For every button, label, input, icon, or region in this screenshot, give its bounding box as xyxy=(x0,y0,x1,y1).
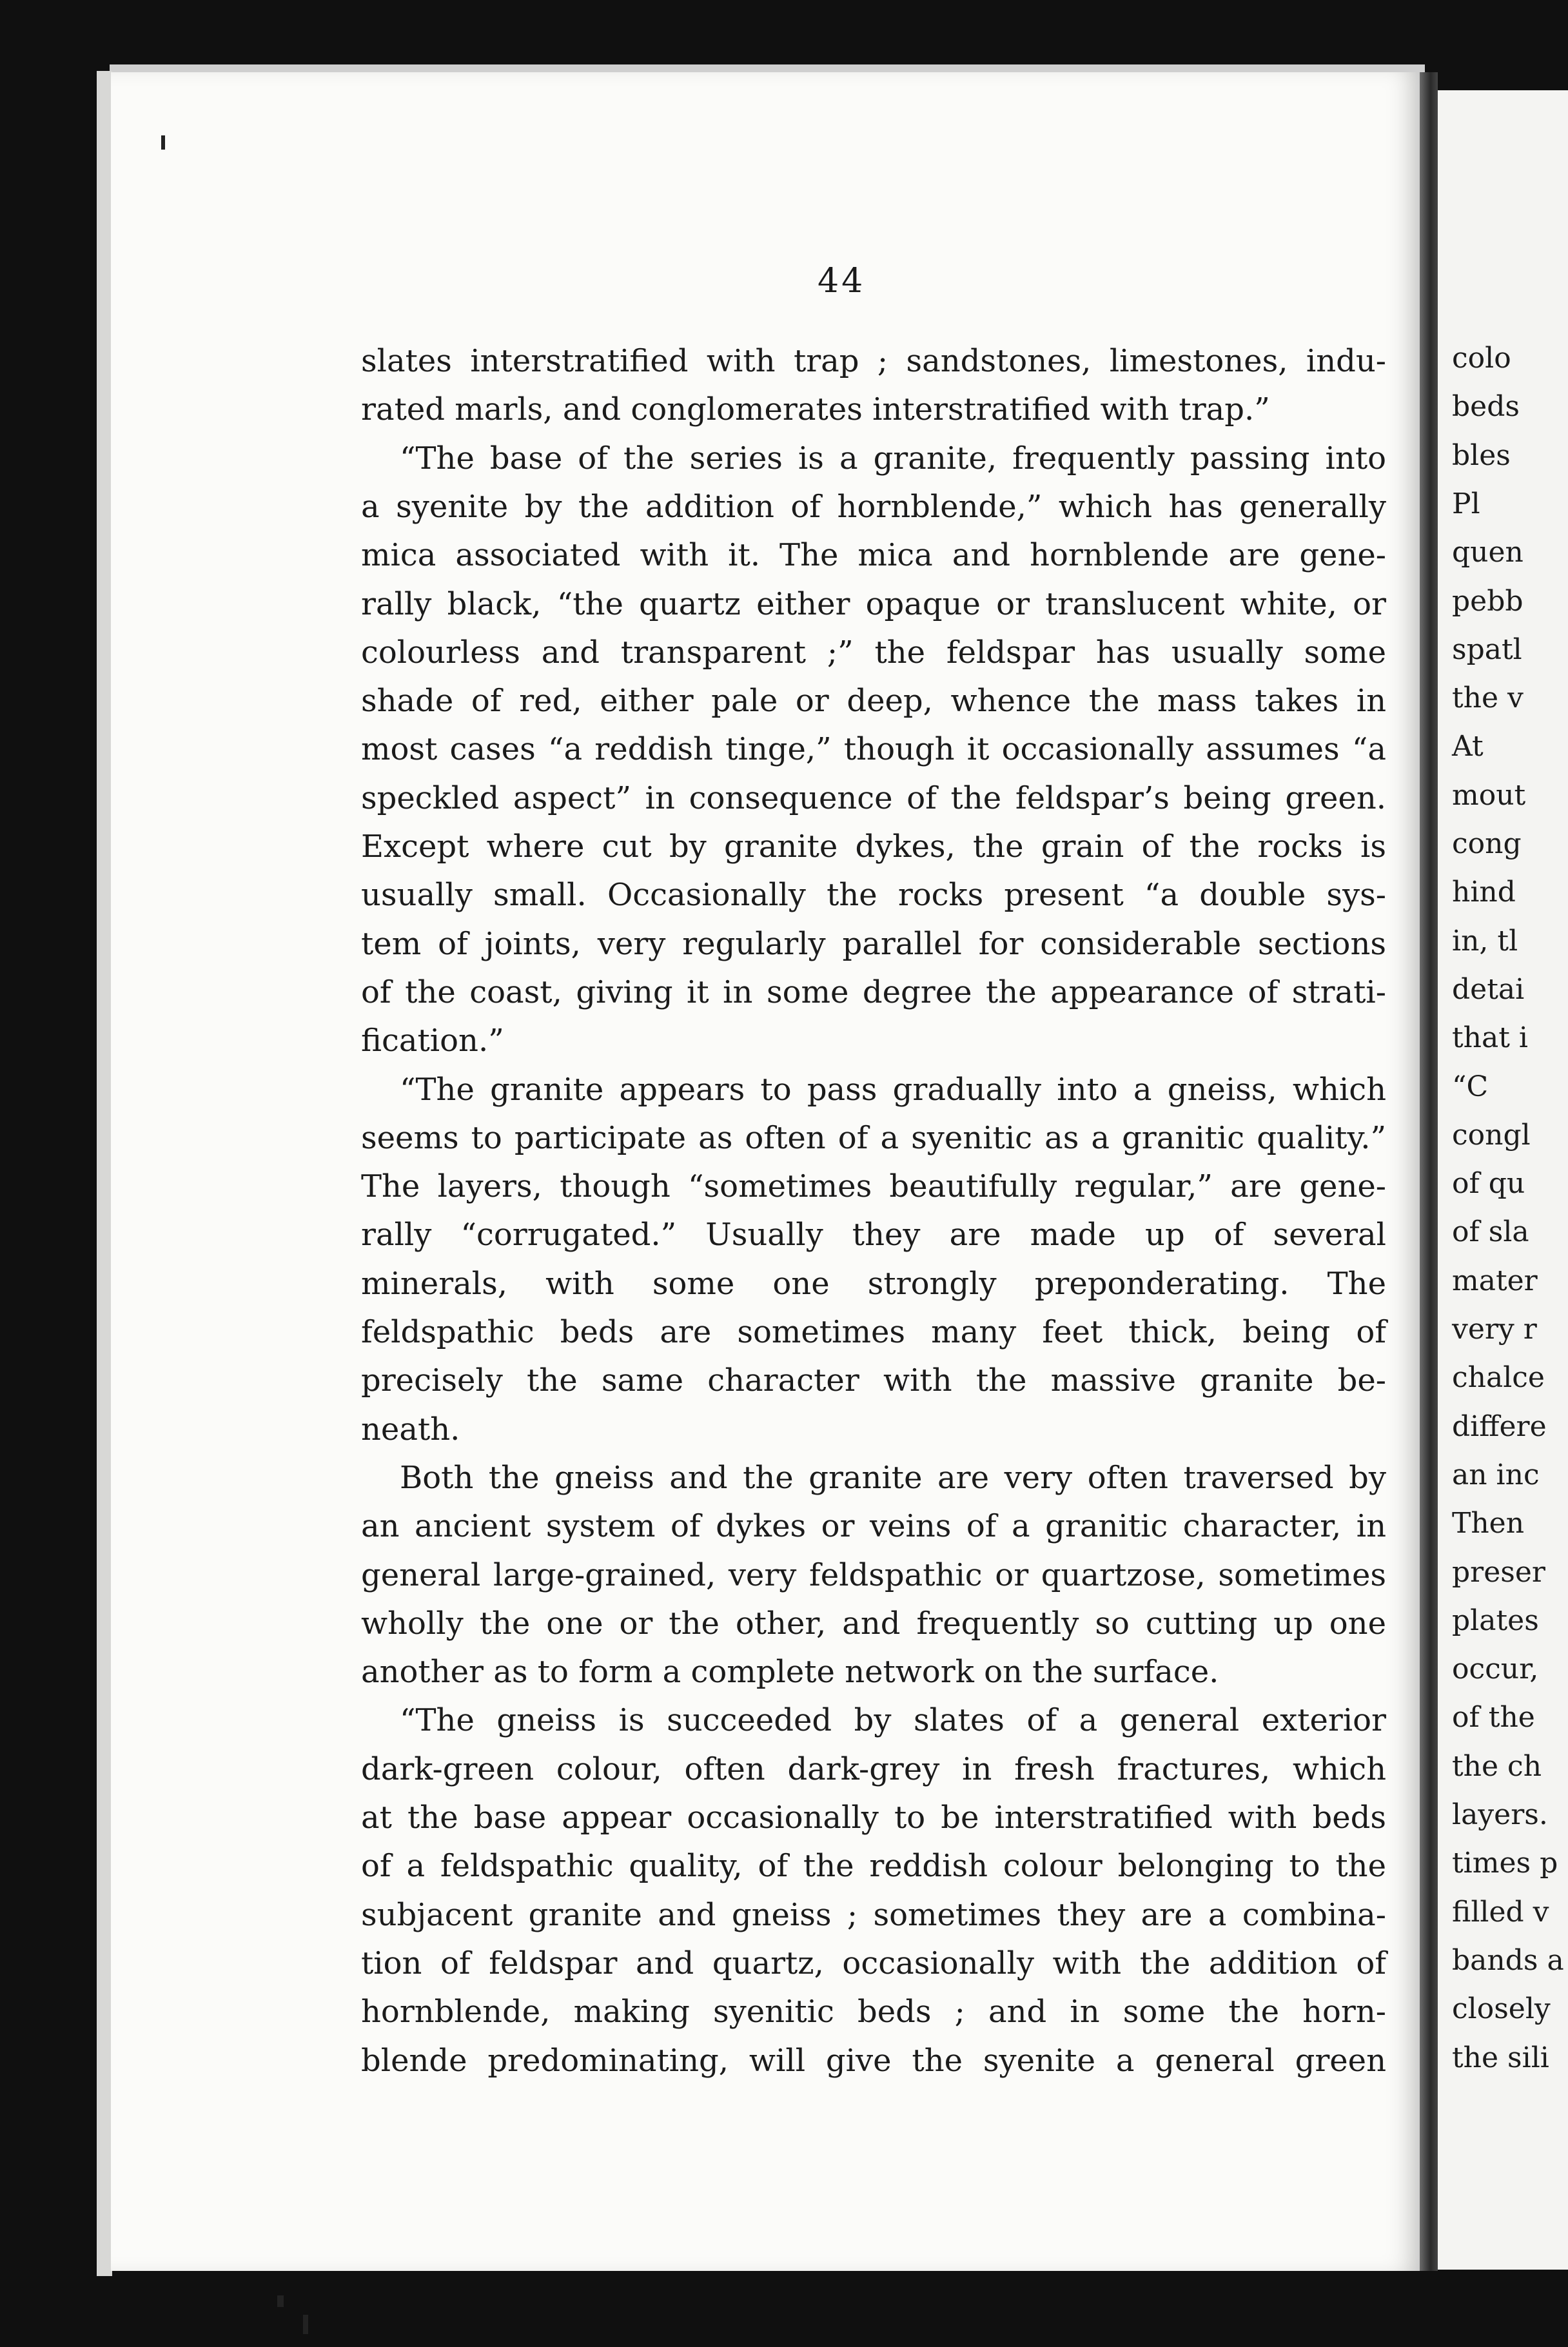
text-line: seems to participate as often of a syenitic as a granitic quality.” xyxy=(361,1119,1386,1156)
facing-text-line: very r xyxy=(1452,1313,1537,1346)
facing-text-line: the sili xyxy=(1452,2041,1549,2074)
facing-text-line: chalce xyxy=(1452,1361,1545,1395)
facing-text-line: detai xyxy=(1452,972,1525,1006)
text-line: The layers, though “sometimes beautifully regular,” are gene- xyxy=(361,1168,1386,1205)
facing-text-line: of qu xyxy=(1452,1167,1525,1201)
facing-text-line: occur, xyxy=(1452,1653,1539,1686)
text-line: shade of red, either pale or deep, whence the mass takes in xyxy=(361,683,1386,720)
text-line: “The gneiss is succeeded by slates of a general exterior xyxy=(400,1702,1386,1739)
facing-text-line: congl xyxy=(1452,1118,1531,1152)
scan-speck xyxy=(303,2315,308,2334)
scan-speck xyxy=(161,135,165,150)
text-line: of the coast, giving it in some degree the appearance of strati- xyxy=(361,974,1386,1010)
text-line: tion of feldspar and quartz, occasionally with the addition of xyxy=(361,1945,1386,1981)
facing-text-line: times p xyxy=(1452,1847,1558,1880)
text-line: usually small. Occasionally the rocks present “a double sys- xyxy=(361,877,1386,914)
text-line: most cases “a reddish tinge,” though it occasionally assumes “a xyxy=(361,731,1386,768)
text-line: minerals, with some one strongly preponderating. The xyxy=(361,1265,1386,1302)
text-line: colourless and transparent ;” the feldspar has usually some xyxy=(361,634,1386,671)
text-line: wholly the one or the other, and frequently so cutting up one xyxy=(361,1605,1386,1642)
facing-text-line: beds xyxy=(1452,390,1520,424)
facing-text-line: differe xyxy=(1452,1409,1547,1443)
facing-text-line: of the xyxy=(1452,1701,1535,1734)
facing-text-line: spatl xyxy=(1452,633,1522,666)
facing-text-line: mout xyxy=(1452,778,1526,812)
text-line: Both the gneiss and the granite are very often traversed by xyxy=(400,1459,1386,1496)
facing-text-line: filled v xyxy=(1452,1895,1549,1929)
text-line: precisely the same character with the massive granite be- xyxy=(361,1362,1386,1399)
text-line: a syenite by the addition of hornblende,” which has generally xyxy=(361,488,1386,525)
facing-text-line: pebb xyxy=(1452,584,1524,618)
facing-text-line: layers. xyxy=(1452,1798,1548,1831)
facing-text-line: quen xyxy=(1452,536,1524,569)
facing-text-line: the v xyxy=(1452,682,1524,715)
facing-text-line: Then xyxy=(1452,1507,1525,1540)
scan-speck xyxy=(277,2295,284,2307)
facing-text-line: that i xyxy=(1452,1021,1528,1055)
facing-text-line: hind xyxy=(1452,876,1516,909)
facing-text-line: At xyxy=(1452,730,1484,763)
text-line: at the base appear occasionally to be interstratified with beds xyxy=(361,1800,1386,1836)
text-line: an ancient system of dykes or veins of a granitic character, in xyxy=(361,1508,1386,1545)
text-line: rally “corrugated.” Usually they are made up of several xyxy=(361,1217,1386,1253)
page-number: 44 xyxy=(818,262,866,300)
facing-text-line: Pl xyxy=(1452,487,1480,520)
facing-text-line: plates xyxy=(1452,1604,1539,1637)
text-line: general large-grained, very feldspathic or quartzose, sometimes xyxy=(361,1556,1386,1593)
facing-text-line: bles xyxy=(1452,438,1511,472)
facing-text-line: preser xyxy=(1452,1555,1545,1589)
text-line: another as to form a complete network on the surface. xyxy=(361,1654,1219,1691)
facing-text-line: closely xyxy=(1452,1992,1551,2026)
page-left-edge xyxy=(97,71,112,2276)
text-line: hornblende, making syenitic beds ; and in some the horn- xyxy=(361,1994,1386,2030)
facing-text-line: the ch xyxy=(1452,1749,1542,1783)
text-line: Except where cut by granite dykes, the grain of the rocks is xyxy=(361,829,1386,865)
text-line: speckled aspect” in consequence of the feldspar’s being green. xyxy=(361,780,1386,816)
text-line: “The granite appears to pass gradually into a gneiss, which xyxy=(400,1071,1386,1108)
facing-page xyxy=(1438,90,1568,2270)
text-line: slates interstratified with trap ; sandstones, limestones, indu- xyxy=(361,343,1386,379)
facing-text-line: cong xyxy=(1452,827,1522,860)
text-line: rated marls, and conglomerates interstratified with trap.” xyxy=(361,391,1270,428)
text-line: mica associated with it. The mica and hornblende are gene- xyxy=(361,537,1386,574)
facing-text-line: colo xyxy=(1452,342,1511,375)
text-line: feldspathic beds are sometimes many feet thick, being of xyxy=(361,1314,1386,1350)
text-line: rally black, “the quartz either opaque or translucent white, or xyxy=(361,585,1386,622)
text-line: subjacent granite and gneiss ; sometimes they are a combina- xyxy=(361,1896,1386,1933)
facing-text-line: bands a xyxy=(1452,1943,1564,1977)
text-line: dark-green colour, often dark-grey in fresh fractures, which xyxy=(361,1751,1386,1787)
text-line: of a feldspathic quality, of the reddish colour belonging to the xyxy=(361,1848,1386,1885)
text-line: tem of joints, very regularly parallel for considerable sections xyxy=(361,925,1386,962)
facing-text-line: of sla xyxy=(1452,1215,1529,1249)
facing-text-line: in, tl xyxy=(1452,924,1518,957)
text-line: fication.” xyxy=(361,1023,504,1059)
text-line: blende predominating, will give the syenite a general green xyxy=(361,2042,1386,2079)
text-line: “The base of the series is a granite, frequently passing into xyxy=(400,440,1386,476)
facing-text-line: mater xyxy=(1452,1264,1538,1297)
facing-text-line: “C xyxy=(1452,1070,1489,1103)
facing-text-line: an inc xyxy=(1452,1458,1540,1491)
book-gutter xyxy=(1420,72,1438,2271)
text-line: neath. xyxy=(361,1411,460,1448)
